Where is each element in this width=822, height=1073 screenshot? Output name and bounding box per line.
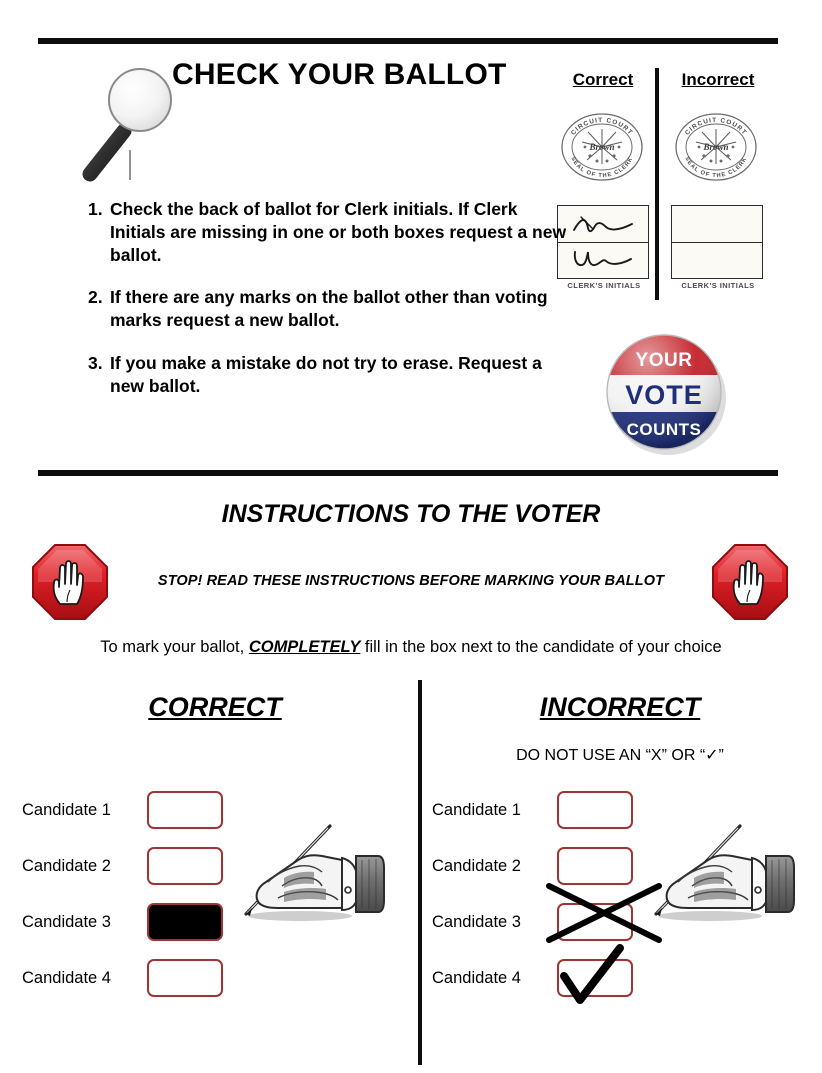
clerk-initials-block-correct — [557, 205, 651, 290]
clerk-initials-caption: CLERK'S INITIALS — [681, 281, 755, 290]
top-divider-rule — [38, 38, 778, 44]
correct-column-header: Correct — [572, 70, 634, 89]
candidate-label: Candidate 3 — [432, 912, 521, 931]
marking-note-emphasis: COMPLETELY — [248, 638, 361, 656]
candidate-label: Candidate 2 — [22, 856, 111, 875]
marking-note-after: fill in the box next to the candidate of your choice — [360, 638, 722, 656]
voter-instructions-heading: INSTRUCTIONS TO THE VOTER — [221, 500, 601, 528]
marking-note-before: To mark your ballot, — [100, 638, 249, 656]
candidate-label: Candidate 4 — [432, 968, 521, 987]
page-title: CHECK YOUR BALLOT — [172, 58, 507, 91]
initials-box-divider — [558, 242, 648, 243]
stop-sign-hand-icon — [710, 542, 790, 622]
initials-box-divider — [672, 242, 762, 243]
svg-text:SEAL OF THE CLERK: SEAL OF THE CLERK — [683, 156, 749, 180]
instruction-number: 2. — [88, 287, 103, 308]
badge-line-vote: VOTE — [625, 380, 703, 410]
top-column-divider — [655, 68, 659, 300]
candidate-checkbox-filled[interactable] — [147, 903, 223, 941]
candidate-label: Candidate 3 — [22, 912, 111, 931]
candidate-row — [432, 950, 772, 1006]
svg-text:Brown: Brown — [703, 142, 729, 152]
signature-mark-top — [568, 212, 636, 238]
middle-divider-rule — [38, 470, 778, 476]
candidate-label: Candidate 2 — [432, 856, 521, 875]
do-not-use-note: DO NOT USE AN “X” OR “✓” — [516, 747, 724, 764]
instruction-text: Check the back of ballot for Clerk initials. If Clerk Initials are missing in one or both boxes request a new ballot. — [110, 199, 567, 265]
candidate-checkbox[interactable] — [557, 847, 633, 885]
signature-mark-bottom — [568, 246, 636, 272]
candidate-checkbox[interactable] — [557, 791, 633, 829]
candidate-checkbox[interactable] — [557, 903, 633, 941]
badge-line-your: YOUR — [635, 350, 693, 371]
hand-holding-pencil-icon — [238, 812, 388, 932]
correct-example-heading: CORRECT — [148, 692, 282, 722]
stop-sign-hand-icon — [30, 542, 110, 622]
incorrect-example-heading: INCORRECT — [539, 692, 701, 722]
comparison-column-divider — [418, 680, 422, 1065]
clerk-initials-block-incorrect — [671, 205, 765, 290]
svg-text:SEAL OF THE CLERK: SEAL OF THE CLERK — [569, 156, 635, 180]
your-vote-counts-badge — [602, 330, 730, 458]
clerk-seal-incorrect-icon — [671, 110, 761, 184]
candidate-label: Candidate 4 — [22, 968, 111, 987]
badge-line-counts: COUNTS — [626, 420, 702, 439]
candidate-checkbox[interactable] — [147, 791, 223, 829]
candidate-label: Candidate 1 — [22, 800, 111, 819]
candidate-checkbox[interactable] — [147, 959, 223, 997]
clerk-seal-correct-icon — [557, 110, 647, 184]
candidate-checkbox[interactable] — [147, 847, 223, 885]
marking-note — [0, 638, 822, 657]
hand-holding-pencil-icon — [648, 812, 798, 932]
instruction-text: If you make a mistake do not try to erase. Request a new ballot. — [110, 352, 542, 396]
stop-warning-text: STOP! READ THESE INSTRUCTIONS BEFORE MARKING YOUR BALLOT — [157, 573, 665, 589]
candidate-checkbox[interactable] — [557, 959, 633, 997]
instruction-item — [88, 286, 568, 332]
instruction-number: 3. — [88, 352, 103, 373]
clerk-initials-box-signed — [557, 205, 649, 279]
clerk-initials-box-blank — [671, 205, 763, 279]
svg-text:CIRCUIT COURT: CIRCUIT COURT — [569, 116, 635, 137]
candidate-label: Candidate 1 — [432, 800, 521, 819]
svg-text:CIRCUIT COURT: CIRCUIT COURT — [683, 116, 749, 137]
instruction-item — [88, 198, 568, 266]
clerk-initials-caption: CLERK'S INITIALS — [567, 281, 641, 290]
ballot-check-instruction-list — [88, 198, 568, 417]
instruction-number: 1. — [88, 199, 103, 219]
incorrect-column-header: Incorrect — [681, 70, 755, 89]
candidate-row — [22, 950, 362, 1006]
instruction-item — [88, 352, 568, 398]
instruction-text: If there are any marks on the ballot other than voting marks request a new ballot. — [110, 287, 548, 330]
svg-text:Brown: Brown — [589, 142, 615, 152]
